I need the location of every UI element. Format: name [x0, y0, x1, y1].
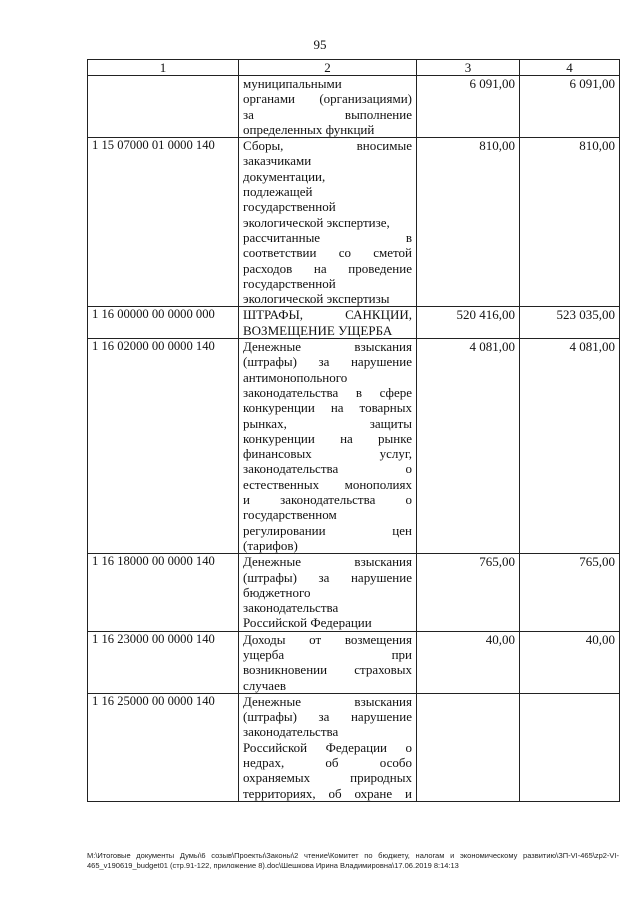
amount: 765,00	[520, 554, 620, 631]
description: Денежные взыскания (штрафы) за нарушение антимонопольного законодательства в сфере конкуренции на товарных рынках, защиты конкуренции на рынке финансовых услуг, законодательства о естественных монополиях и законодательства о государственном регулировании цен (тарифов)	[239, 339, 417, 554]
description: ШТРАФЫ, САНКЦИИ, ВОЗМЕЩЕНИЕ УЩЕРБА	[239, 307, 417, 339]
description: Денежные взыскания (штрафы) за нарушение законодательства Российской Федерации о недрах, об особо охраняемых природных территориях, об охране и	[239, 693, 417, 801]
amount	[417, 693, 520, 801]
budget-code	[88, 76, 239, 138]
description: Денежные взыскания (штрафы) за нарушение бюджетного законодательства Российской Федерации	[239, 554, 417, 631]
amount	[520, 693, 620, 801]
amount: 765,00	[417, 554, 520, 631]
table-row	[88, 554, 620, 631]
amount: 4 081,00	[520, 339, 620, 554]
budget-table	[87, 59, 620, 802]
amount: 6 091,00	[417, 76, 520, 138]
column-header: 3	[417, 60, 520, 76]
description: муниципальными органами (организациями) за выполнение определенных функций	[239, 76, 417, 138]
table-row	[88, 138, 620, 307]
table-header-row	[88, 60, 620, 76]
description: Доходы от возмещения ущерба при возникновении страховых случаев	[239, 631, 417, 693]
amount: 6 091,00	[520, 76, 620, 138]
description: Сборы, вносимые заказчиками документации, подлежащей государственной экологической экспертизе, рассчитанные в соответствии со сметой расходов на проведение государственной экологической экспертизы	[239, 138, 417, 307]
table-row	[88, 76, 620, 138]
amount: 4 081,00	[417, 339, 520, 554]
table-row	[88, 307, 620, 339]
amount: 523 035,00	[520, 307, 620, 339]
budget-code: 1 16 02000 00 0000 140	[88, 339, 239, 554]
budget-code: 1 16 23000 00 0000 140	[88, 631, 239, 693]
budget-code: 1 16 00000 00 0000 000	[88, 307, 239, 339]
budget-code: 1 15 07000 01 0000 140	[88, 138, 239, 307]
amount: 810,00	[417, 138, 520, 307]
column-header: 4	[520, 60, 620, 76]
table-row	[88, 631, 620, 693]
budget-code: 1 16 18000 00 0000 140	[88, 554, 239, 631]
amount: 40,00	[417, 631, 520, 693]
amount: 40,00	[520, 631, 620, 693]
column-header: 1	[88, 60, 239, 76]
amount: 810,00	[520, 138, 620, 307]
amount: 520 416,00	[417, 307, 520, 339]
page-number: 95	[313, 37, 327, 52]
table-row	[88, 339, 620, 554]
file-path-footer: M:\Итоговые документы Думы\6 созыв\Проекты\Законы\2 чтение\Комитет по бюджету, налогам и экономическому развитию\ЗП-VI-465\zp2-VI-465_v190619_budget01 (стр.91-122, приложение 8).doc\Шешкова Ирина Владимировна\17.06.2019 8:14:13	[87, 851, 619, 870]
column-header: 2	[239, 60, 417, 76]
budget-code: 1 16 25000 00 0000 140	[88, 693, 239, 801]
table-row	[88, 693, 620, 801]
